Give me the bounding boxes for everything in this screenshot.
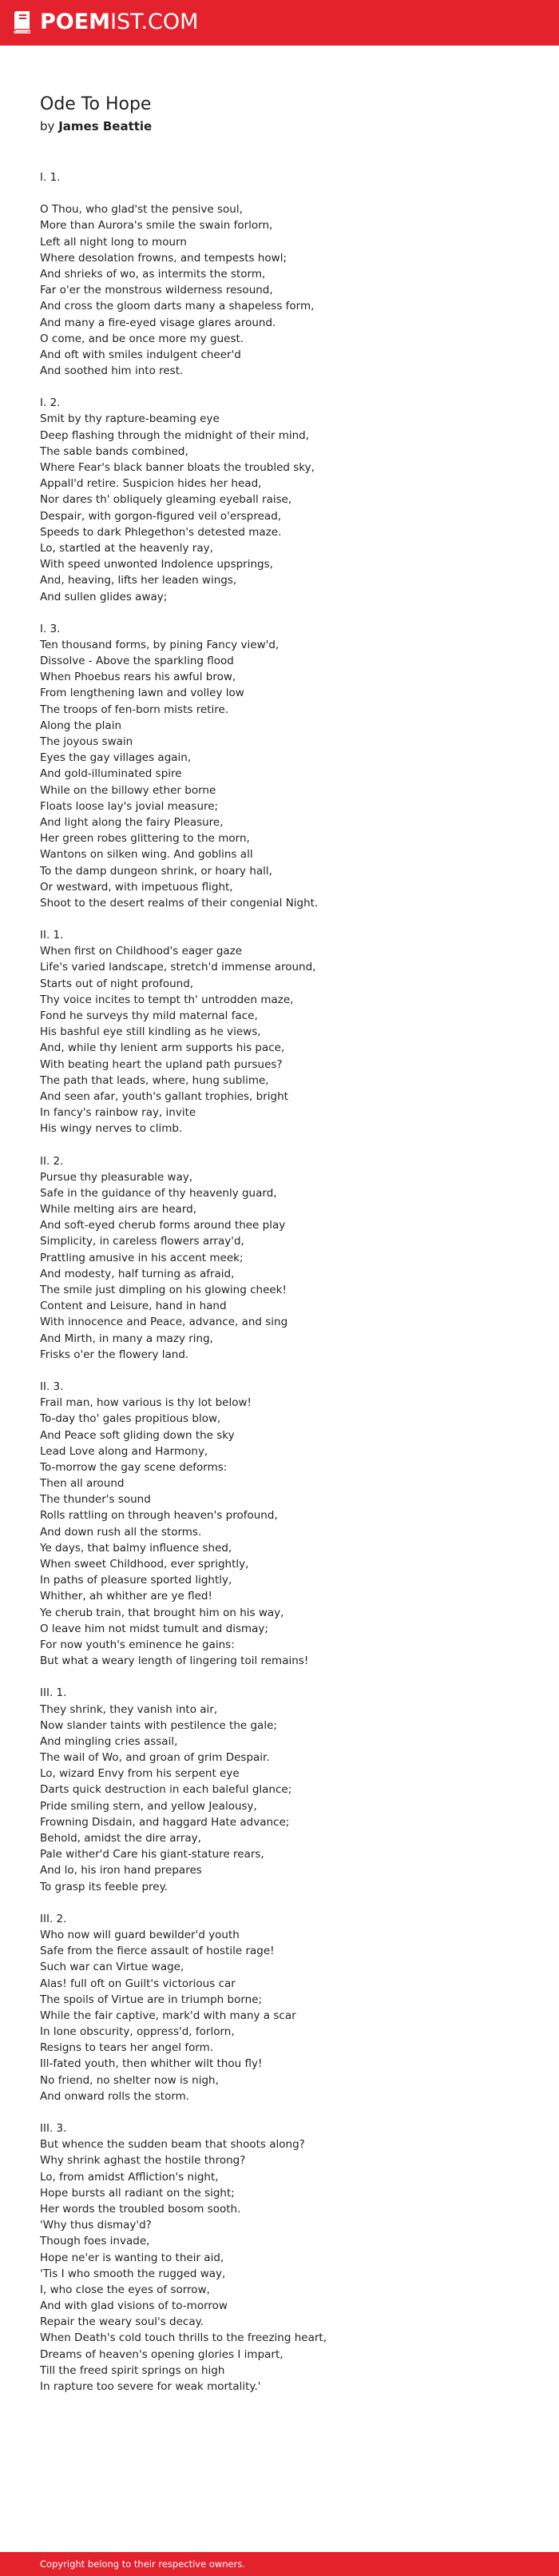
- poem-line: And shrieks of wo, as intermits the storm,: [40, 267, 266, 281]
- poem-line: Ten thousand forms, by pining Fancy view'd,: [40, 638, 280, 651]
- poem-line: And cross the gloom darts many a shapeless form,: [40, 300, 315, 313]
- poem-line: Smit by thy rapture-beaming eye: [40, 412, 220, 426]
- poem-line: Simplicity, in careless flowers array'd,: [40, 1235, 244, 1248]
- poem-line: Where Fear's black banner bloats the troubled sky,: [40, 461, 315, 474]
- poem-line: Despair, with gorgon-figured veil o'erspread,: [40, 509, 282, 523]
- poem-line: And sullen glides away;: [40, 590, 168, 603]
- poem-line: Alas! full oft on Guilt's victorious car: [40, 1977, 236, 1990]
- poem-line: And soft-eyed cherub forms around thee play: [40, 1219, 286, 1232]
- poem-line: For now youth's eminence he gains:: [40, 1638, 235, 1651]
- poem-line: While melting airs are heard,: [40, 1203, 197, 1216]
- poem-line: II. 1.: [40, 929, 64, 942]
- poem-line: Lead Love along and Harmony,: [40, 1444, 208, 1458]
- poem-line: With beating heart the upland path pursues?: [40, 1057, 283, 1071]
- poem-line: 'Why thus dismay'd?: [40, 2219, 152, 2232]
- poem-line: Along the plain: [40, 719, 122, 732]
- poem-line: Ill-fated youth, then whither wilt thou fly!: [40, 2057, 263, 2071]
- poem-line: And many a fire-eyed visage glares around.: [40, 316, 276, 329]
- poem-line: Though foes invade,: [40, 2235, 150, 2248]
- poem-line: Lo, from amidst Affliction's night,: [40, 2170, 219, 2184]
- poem-line: O Thou, who glad'st the pensive soul,: [40, 203, 243, 217]
- poem-line: Content and Leisure, hand in hand: [40, 1300, 227, 1313]
- poem-line: The wail of Wo, and groan of grim Despair.: [40, 1751, 270, 1765]
- poem-line: Darts quick destruction in each baleful glance;: [40, 1783, 292, 1797]
- poem-line: In fancy's rainbow ray, invite: [40, 1106, 196, 1120]
- poem-line: They shrink, they vanish into air,: [40, 1702, 218, 1716]
- copyright-notice: Copyright belong to their respective owners.: [40, 2558, 246, 2570]
- poem-line: To-morrow the gay scene deforms:: [40, 1460, 228, 1474]
- poem-line: And onward rolls the storm.: [40, 2089, 190, 2103]
- poem-line: And, heaving, lifts her leaden wings,: [40, 574, 237, 587]
- poemist-logo-icon: [12, 11, 32, 34]
- poem-line: Hope bursts all radiant on the sight;: [40, 2186, 235, 2200]
- site-footer: [0, 2552, 559, 2576]
- poem-line: Ye days, that balmy influence shed,: [40, 1541, 232, 1555]
- poem-line: Whither, ah whither are ye fled!: [40, 1590, 212, 1603]
- poem-stanza: [40, 169, 535, 185]
- site-header: [0, 0, 559, 46]
- poem-line: Speeds to dark Phlegethon's detested maze.: [40, 525, 282, 539]
- poem-line: Rolls rattling on through heaven's profound,: [40, 1509, 278, 1523]
- poem-line: Frail man, how various is thy lot below!: [40, 1396, 252, 1410]
- site-logo[interactable]: [12, 10, 198, 34]
- poem-byline: [40, 118, 535, 134]
- poem-line: His bashful eye still kindling as he views,: [40, 1025, 261, 1039]
- poem-line: Safe in the guidance of thy heavenly guard,: [40, 1186, 277, 1200]
- poem-stanza: [40, 1379, 535, 1669]
- poem-line: O come, and be once more my guest.: [40, 332, 244, 345]
- poem-line: Such war can Virtue wage,: [40, 1961, 184, 1974]
- poem-line: The thunder's sound: [40, 1493, 151, 1507]
- poem-line: Pride smiling stern, and yellow Jealousy,: [40, 1799, 257, 1813]
- poem-line: Then all around: [40, 1477, 125, 1491]
- poem-line: In rapture too severe for weak mortality.': [40, 2380, 261, 2393]
- poem-line: And down rush all the storms.: [40, 1525, 202, 1539]
- poem-line: Far o'er the monstrous wilderness resound,: [40, 284, 273, 297]
- poem-stanza: [40, 621, 535, 911]
- poem-line: The sable bands combined,: [40, 444, 188, 458]
- poem-line: Fond he surveys thy mild maternal face,: [40, 1009, 258, 1022]
- poem-line: II. 3.: [40, 1380, 64, 1393]
- poem-line: To-day tho' gales propitious blow,: [40, 1412, 221, 1426]
- poem-line: The spoils of Virtue are in triumph borne;: [40, 1993, 263, 2006]
- poem-stanza: [40, 1911, 535, 2104]
- poem-line: When first on Childhood's eager gaze: [40, 945, 243, 958]
- poem-line: I, who close the eyes of sorrow,: [40, 2283, 210, 2296]
- poem-line: Who now will guard bewilder'd youth: [40, 1928, 240, 1941]
- poem-line: And, while thy lenient arm supports his pace,: [40, 1041, 285, 1055]
- poem-line: Lo, wizard Envy from his serpent eye: [40, 1767, 240, 1781]
- poem-title: Ode To Hope: [40, 94, 152, 114]
- poem-line: Where desolation frowns, and tempests howl;: [40, 251, 287, 265]
- poem-line: III. 1.: [40, 1686, 67, 1700]
- poem-line: And Mirth, in many a mazy ring,: [40, 1332, 213, 1345]
- byline-prefix: by: [40, 119, 55, 133]
- poem-line: More than Aurora's smile the swain forlorn,: [40, 219, 273, 233]
- poem-line: When sweet Childhood, ever sprightly,: [40, 1558, 249, 1571]
- poem-line: And modesty, half turning as afraid,: [40, 1267, 235, 1280]
- poem-line: And seen afar, youth's gallant trophies, bright: [40, 1089, 288, 1103]
- poem-line: The joyous swain: [40, 735, 133, 748]
- poem-line: Hope ne'er is wanting to their aid,: [40, 2251, 224, 2264]
- poem-stanza: [40, 2120, 535, 2395]
- poem-line: Floats loose lay's jovial measure;: [40, 799, 219, 813]
- poem-stanza: [40, 1153, 535, 1363]
- poem-line: His wingy nerves to climb.: [40, 1122, 183, 1136]
- poem-line: And with glad visions of to-morrow: [40, 2299, 228, 2313]
- poem-line: Pursue thy pleasurable way,: [40, 1170, 193, 1184]
- poem-line: To the damp dungeon shrink, or hoary hall,: [40, 864, 272, 878]
- poem-stanza: [40, 927, 535, 1137]
- poem-line: To grasp its feeble prey.: [40, 1880, 168, 1893]
- poem-line: When Death's cold touch thrills to the freezing heart,: [40, 2331, 327, 2345]
- poem-line: And Peace soft gliding down the sky: [40, 1428, 235, 1442]
- poem-line: Dreams of heaven's opening glories I impart,: [40, 2347, 283, 2361]
- poem-line: And soothed him into rest.: [40, 364, 184, 378]
- poem-line: Pale wither'd Care his giant-stature rears,: [40, 1848, 264, 1861]
- poem-line: And mingling cries assail,: [40, 1734, 178, 1748]
- poem-line: Eyes the gay villages again,: [40, 751, 192, 765]
- poem-line: With innocence and Peace, advance, and sing: [40, 1316, 288, 1329]
- poem-line: Nor dares th' obliquely gleaming eyeball raise,: [40, 493, 292, 507]
- poem-line: Left all night long to mourn: [40, 235, 187, 249]
- poem-line: Life's varied landscape, stretch'd immense around,: [40, 961, 316, 974]
- poem-line: The path that leads, where, hung sublime,: [40, 1073, 269, 1087]
- poem-line: Starts out of night profound,: [40, 977, 194, 990]
- poem-line: I. 3.: [40, 622, 61, 635]
- poem-line: And gold-illuminated spire: [40, 767, 182, 781]
- poem-line: II. 2.: [40, 1154, 64, 1168]
- poem-line: Wantons on silken wing. And goblins all: [40, 848, 253, 862]
- poem-line: Frisks o'er the flowery land.: [40, 1348, 189, 1361]
- poem-line: Thy voice incites to tempt th' untrodden maze,: [40, 993, 294, 1006]
- poem-line: Lo, startled at the heavenly ray,: [40, 541, 213, 555]
- poem-line: Shoot to the desert realms of their congenial Night.: [40, 896, 319, 910]
- poem-line: 'Tis I who smooth the rugged way,: [40, 2267, 226, 2280]
- poem-line: No friend, no shelter now is nigh,: [40, 2073, 219, 2087]
- poem-line: Safe from the fierce assault of hostile rage!: [40, 1945, 275, 1958]
- poem-line: Dissolve - Above the sparkling flood: [40, 655, 234, 668]
- poem-line: O leave him not midst tumult and dismay;: [40, 1622, 268, 1635]
- poem-line: Appall'd retire. Suspicion hides her head,: [40, 477, 262, 491]
- poem-stanza: [40, 1685, 535, 1894]
- poem-line: The smile just dimpling on his glowing cheek!: [40, 1284, 287, 1296]
- poem-line: Prattling amusive in his accent meek;: [40, 1251, 244, 1264]
- poem-line: Frowning Disdain, and haggard Hate advance;: [40, 1815, 290, 1829]
- poem-body: [40, 169, 535, 2395]
- poem-line: Behold, amidst the dire array,: [40, 1832, 201, 1845]
- poem-line: Till the freed spirit springs on high: [40, 2363, 225, 2377]
- poem-stanza: [40, 395, 535, 604]
- poem-line: The troops of fen-born mists retire.: [40, 703, 229, 716]
- poem-line: Her green robes glittering to the morn,: [40, 832, 250, 846]
- poem-line: But what a weary length of lingering toil remains!: [40, 1654, 309, 1668]
- poem-line: I. 1.: [40, 171, 61, 184]
- author-link[interactable]: James Beattie: [58, 119, 153, 133]
- poem-article: [40, 94, 535, 2411]
- poem-line: Deep flashing through the midnight of their mind,: [40, 428, 310, 442]
- poem-line: And oft with smiles indulgent cheer'd: [40, 348, 241, 361]
- poem-line: Why shrink aghast the hostile throng?: [40, 2154, 246, 2168]
- poem-line: I. 2.: [40, 396, 61, 410]
- poem-line: But whence the sudden beam that shoots along?: [40, 2138, 305, 2152]
- poem-line: Resigns to tears her angel form.: [40, 2041, 214, 2055]
- poem-line: In lone obscurity, oppress'd, forlorn,: [40, 2025, 235, 2039]
- poem-line: When Phoebus rears his awful brow,: [40, 671, 236, 684]
- poem-line: Or westward, with impetuous flight,: [40, 880, 233, 894]
- poem-line: And light along the fairy Pleasure,: [40, 815, 224, 829]
- poem-line: From lengthening lawn and volley low: [40, 687, 244, 700]
- poem-line: III. 2.: [40, 1912, 67, 1925]
- poem-line: Now slander taints with pestilence the gale;: [40, 1718, 277, 1732]
- poem-line: With speed unwonted Indolence upsprings,: [40, 558, 273, 571]
- poem-line: Ye cherub train, that brought him on his way,: [40, 1606, 284, 1619]
- poem-line: Her words the troubled bosom sooth.: [40, 2202, 241, 2216]
- poem-line: Repair the weary soul's decay.: [40, 2315, 204, 2329]
- site-logo-text: POEMIST.COM: [40, 10, 199, 34]
- poem-line: In paths of pleasure sported lightly,: [40, 1574, 232, 1587]
- poem-line: And lo, his iron hand prepares: [40, 1864, 202, 1877]
- poem-line: While the fair captive, mark'd with many a scar: [40, 2009, 296, 2022]
- poem-line: III. 3.: [40, 2122, 67, 2135]
- poem-line: While on the billowy ether borne: [40, 783, 216, 797]
- poem-stanza: [40, 201, 535, 379]
